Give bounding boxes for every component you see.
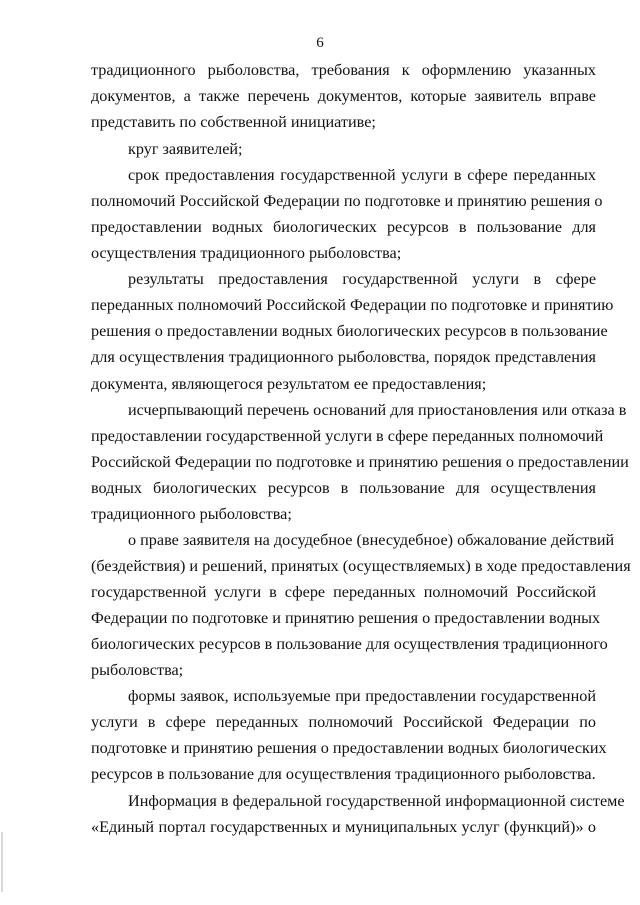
text-line: переданных полномочий Российской Федерации по подготовке и принятию: [91, 296, 614, 314]
text-line: традиционного рыболовства, требования к оформлению указанных: [91, 61, 596, 79]
text-line: предоставлении водных биологических ресурсов в пользование для: [91, 218, 596, 236]
text-line: услуги в сфере переданных полномочий Российской Федерации по: [91, 713, 596, 731]
text-line: срок предоставления государственной услуги в сфере переданных: [128, 166, 596, 184]
text-line: «Единый портал государственных и муниципальных услуг (функций)» о: [91, 818, 596, 836]
text-line: осуществления традиционного рыболовства;: [91, 244, 402, 262]
scan-edge-mark: [1, 832, 3, 892]
page-number: 6: [316, 35, 324, 51]
text-line: подготовке и принятию решения о предоставлении водных биологических: [91, 739, 607, 757]
text-line: о праве заявителя на досудебное (внесудебное) обжалование действий: [128, 531, 615, 549]
text-line: круг заявителей;: [128, 140, 243, 158]
text-line: Федерации по подготовке и принятию решения о предоставлении водных: [91, 609, 601, 627]
text-line: представить по собственной инициативе;: [91, 113, 376, 131]
text-line: биологических ресурсов в пользование для осуществления традиционного: [91, 635, 608, 653]
text-line: документа, являющегося результатом ее предоставления;: [91, 375, 487, 393]
text-line: документов, а также перечень документов, которые заявитель вправе: [91, 87, 596, 105]
text-line: водных биологических ресурсов в пользование для осуществления: [91, 479, 596, 497]
text-line: Российской Федерации по подготовке и принятию решения о предоставлении: [91, 453, 629, 471]
text-line: результаты предоставления государственной услуги в сфере: [128, 270, 596, 288]
text-line: ресурсов в пользование для осуществления традиционного рыболовства.: [91, 765, 596, 783]
text-line: для осуществления традиционного рыболовства, порядок представления: [91, 348, 596, 366]
text-line: исчерпывающий перечень оснований для приостановления или отказа в: [128, 401, 627, 419]
text-line: традиционного рыболовства;: [91, 505, 292, 523]
text-line: решения о предоставлении водных биологических ресурсов в пользование: [91, 322, 608, 340]
text-line: полномочий Российской Федерации по подготовке и принятию решения о: [91, 192, 603, 210]
text-line: государственной услуги в сфере переданных полномочий Российской: [91, 583, 596, 601]
text-line: Информация в федеральной государственной информационной системе: [128, 792, 625, 810]
text-line: рыболовства;: [91, 661, 184, 679]
text-line: предоставлении государственной услуги в сфере переданных полномочий: [91, 427, 604, 445]
text-line: формы заявок, используемые при предоставлении государственной: [128, 687, 596, 705]
text-line: (бездействия) и решений, принятых (осуществляемых) в ходе предоставления: [91, 557, 631, 575]
